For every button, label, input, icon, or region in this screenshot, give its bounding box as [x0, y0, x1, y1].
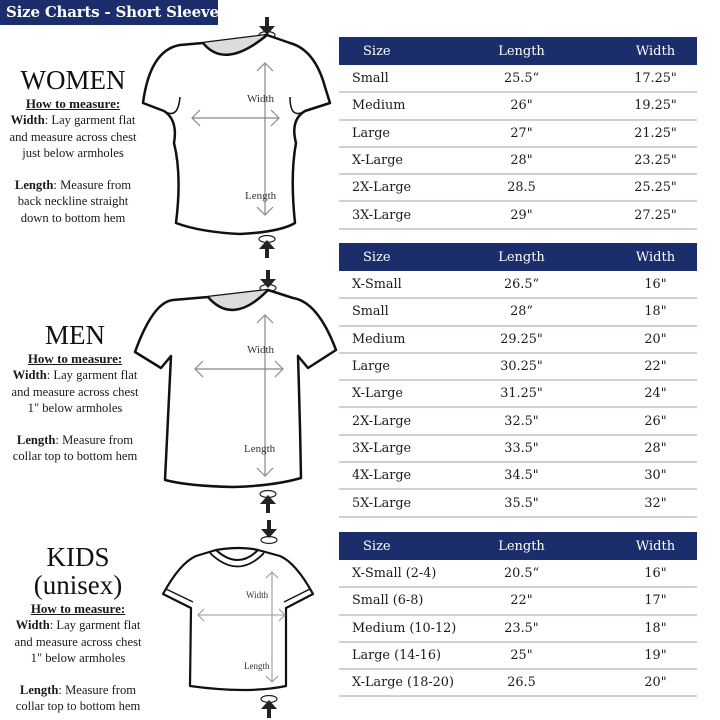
how-to-measure-label: How to measure: [30, 601, 126, 616]
arrow-down-icon [260, 270, 276, 292]
size-cell: Large [339, 353, 459, 380]
width-cell: 16" [584, 560, 697, 587]
col-length: Length [459, 243, 584, 271]
width-cell: 20" [584, 669, 697, 696]
length-cell: 26" [459, 92, 584, 119]
length-cell: 26.5 [459, 669, 584, 696]
table-row [339, 92, 697, 119]
width-instruction-line: just below armholes [22, 146, 124, 160]
size-cell: Medium [339, 326, 459, 353]
arrow-up-icon [260, 491, 276, 514]
width-cell: 25.25" [584, 174, 697, 201]
table-row [339, 147, 697, 174]
table-row [339, 462, 697, 489]
length-cell: 33.5" [459, 435, 584, 462]
width-diagram-label: Width [247, 93, 275, 105]
size-cell: 3X-Large [339, 201, 459, 228]
size-cell: Medium [339, 92, 459, 119]
length-cell: 25.5“ [459, 65, 584, 92]
length-instruction: Length: Measure from [19, 682, 137, 697]
width-cell: 27.25" [584, 201, 697, 228]
table-row [339, 326, 697, 353]
women-instructions [0, 66, 146, 226]
table-header [339, 532, 697, 560]
width-cell: 24" [584, 380, 697, 407]
length-cell: 30.25" [459, 353, 584, 380]
arrow-up-icon [259, 236, 275, 259]
width-instruction-line: and measure across chest [11, 384, 139, 399]
length-cell: 25" [459, 642, 584, 669]
col-size: Size [339, 243, 459, 271]
size-cell: 5X-Large [339, 489, 459, 516]
length-cell: 26.5“ [459, 271, 584, 298]
width-cell: 22" [584, 353, 697, 380]
size-cell: 3X-Large [339, 435, 459, 462]
length-cell: 31.25" [459, 380, 584, 407]
size-cell: X-Small (2-4) [339, 560, 459, 587]
length-instruction-line: down to bottom hem [20, 210, 126, 225]
table-row [339, 407, 697, 434]
length-cell: 28“ [459, 298, 584, 325]
women-heading: WOMEN [20, 65, 126, 95]
width-cell: 18" [584, 615, 697, 642]
how-to-measure-label: How to measure: [25, 96, 121, 111]
how-to-measure-label: How to measure: [27, 351, 123, 366]
size-cell: Large [339, 120, 459, 147]
arrow-down-icon [261, 520, 277, 544]
length-instruction: Length: Measure from [14, 177, 132, 192]
col-width: Width [584, 532, 697, 560]
table-row [339, 65, 697, 92]
length-diagram-label: Length [245, 190, 277, 202]
size-cell: 4X-Large [339, 462, 459, 489]
width-cell: 30" [584, 462, 697, 489]
table-header [339, 243, 697, 271]
width-cell: 28" [584, 435, 697, 462]
men-size-table [339, 243, 697, 518]
size-cell: X-Large [339, 380, 459, 407]
col-size: Size [339, 37, 459, 65]
width-instruction-line: 1" below armholes [27, 401, 123, 415]
kids-subheading: (unisex) [33, 570, 123, 600]
width-instruction: Width: Lay garment flat [10, 113, 136, 127]
table-row [339, 615, 697, 642]
width-instruction-line: and measure across chest [14, 634, 142, 649]
table-row [339, 587, 697, 614]
table-header [339, 37, 697, 65]
shirt-kids-icon [158, 518, 323, 720]
size-cell: Small [339, 298, 459, 325]
size-cell: X-Small [339, 271, 459, 298]
size-cell: 2X-Large [339, 174, 459, 201]
size-cell: Small [339, 65, 459, 92]
length-cell: 32.5" [459, 407, 584, 434]
length-diagram-label: Length [244, 661, 270, 671]
width-cell: 18" [584, 298, 697, 325]
width-cell: 19.25" [584, 92, 697, 119]
width-cell: 16" [584, 271, 697, 298]
length-cell: 28" [459, 147, 584, 174]
col-length: Length [459, 532, 584, 560]
size-cell: X-Large (18-20) [339, 669, 459, 696]
length-instruction-line: collar top to bottom hem [12, 449, 138, 463]
table-row [339, 435, 697, 462]
table-row [339, 669, 697, 696]
shirt-women-icon [140, 15, 340, 260]
table-row [339, 380, 697, 407]
width-instruction-line: and measure across chest [9, 129, 137, 144]
page-title: Size Charts - Short Sleeve [0, 0, 218, 25]
table-row [339, 120, 697, 147]
length-instruction-line: collar top to bottom hem [15, 699, 141, 713]
length-cell: 29" [459, 201, 584, 228]
length-instruction: Length: Measure from [16, 432, 134, 447]
size-cell: Medium (10-12) [339, 615, 459, 642]
col-width: Width [584, 37, 697, 65]
length-cell: 29.25" [459, 326, 584, 353]
length-cell: 28.5 [459, 174, 584, 201]
shirt-men-icon [133, 268, 343, 518]
kids-heading: KIDS [46, 542, 110, 572]
col-width: Width [584, 243, 697, 271]
table-row [339, 271, 697, 298]
width-cell: 21.25" [584, 120, 697, 147]
col-size: Size [339, 532, 459, 560]
table-row [339, 353, 697, 380]
width-diagram-label: Width [246, 590, 269, 600]
length-diagram-label: Length [244, 443, 276, 455]
width-cell: 17" [584, 587, 697, 614]
width-diagram-label: Width [247, 344, 275, 356]
length-cell: 23.5" [459, 615, 584, 642]
width-cell: 26" [584, 407, 697, 434]
table-row [339, 560, 697, 587]
width-instruction: Width: Lay garment flat [15, 618, 141, 632]
length-cell: 27" [459, 120, 584, 147]
length-cell: 35.5" [459, 489, 584, 516]
size-cell: X-Large [339, 147, 459, 174]
length-instruction-line: back neckline straight [17, 194, 129, 208]
col-length: Length [459, 37, 584, 65]
arrow-up-icon [261, 696, 277, 719]
size-cell: Small (6-8) [339, 587, 459, 614]
kids-size-table [339, 532, 697, 697]
size-cell: 2X-Large [339, 407, 459, 434]
length-cell: 20.5“ [459, 560, 584, 587]
table-row [339, 642, 697, 669]
width-cell: 20" [584, 326, 697, 353]
women-size-table [339, 37, 697, 230]
width-cell: 23.25" [584, 147, 697, 174]
men-heading: MEN [45, 320, 105, 350]
width-cell: 32" [584, 489, 697, 516]
table-row [339, 201, 697, 228]
men-instructions [0, 321, 150, 465]
table-row [339, 489, 697, 516]
length-cell: 22" [459, 587, 584, 614]
size-cell: Large (14-16) [339, 642, 459, 669]
kids-instructions [0, 543, 156, 715]
width-cell: 19" [584, 642, 697, 669]
width-instruction: Width: Lay garment flat [12, 368, 138, 382]
width-cell: 17.25" [584, 65, 697, 92]
length-cell: 34.5" [459, 462, 584, 489]
table-row [339, 298, 697, 325]
width-instruction-line: 1" below armholes [30, 651, 126, 665]
table-row [339, 174, 697, 201]
